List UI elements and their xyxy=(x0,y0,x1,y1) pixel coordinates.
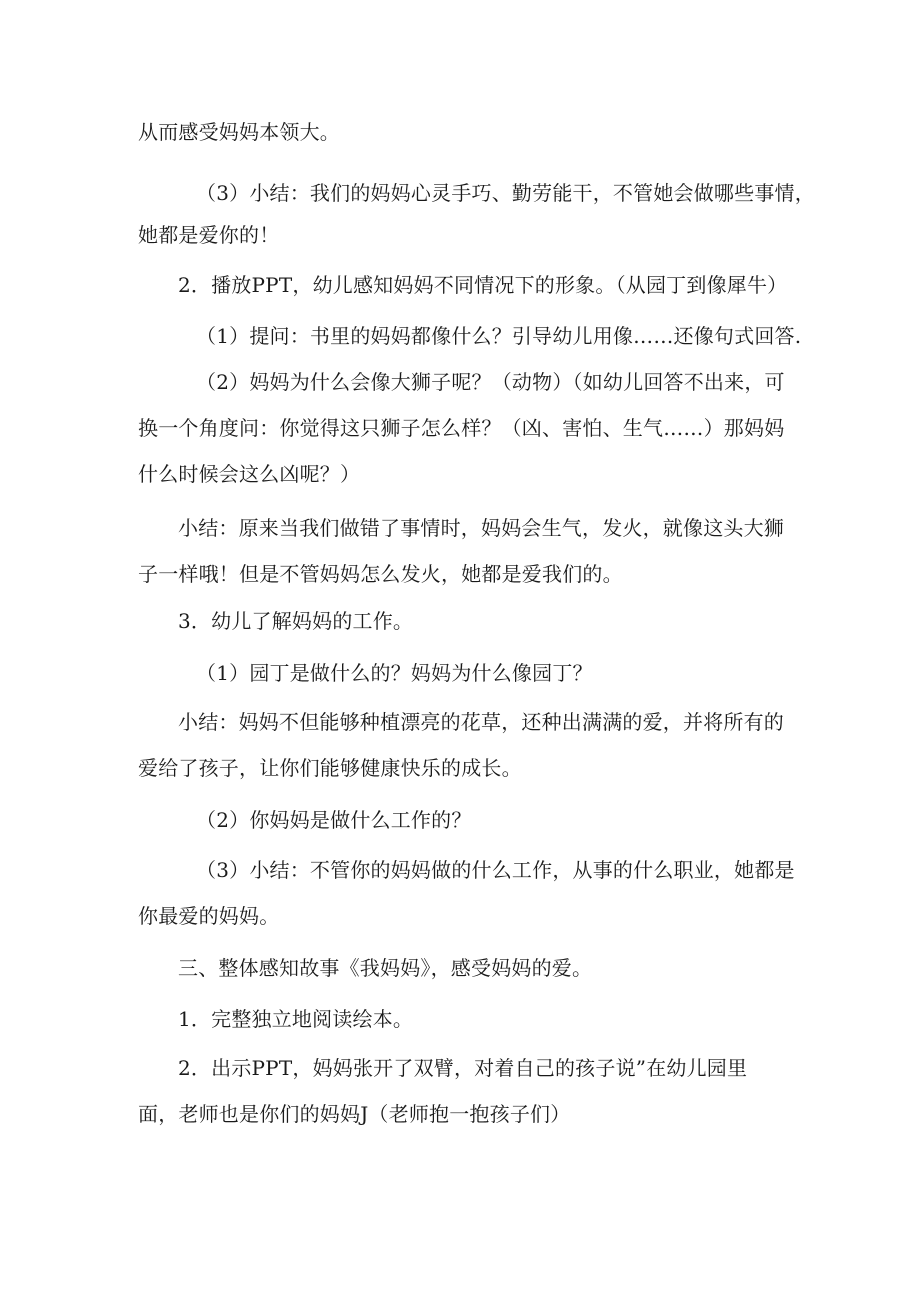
text-line: 她都是爱你的！ xyxy=(138,223,280,247)
text-line: （2）你妈妈是做什么工作的？ xyxy=(196,808,472,832)
text-line: 2．出示PPT，妈妈张开了双臂，对着自己的孩子说”在幼儿园里 xyxy=(178,1056,748,1080)
text-line: 从而感受妈妈本领大。 xyxy=(138,120,340,144)
text-line: （1）园丁是做什么的？妈妈为什么像园丁？ xyxy=(196,661,593,685)
text-line: 1．完整独立地阅读绘本。 xyxy=(178,1007,414,1031)
text-line: （1）提问：书里的妈妈都像什么？引导幼儿用像……还像句式回答. xyxy=(196,324,802,348)
text-line: （3）小结：不管你的妈妈做的什么工作，从事的什么职业，她都是 xyxy=(196,858,795,882)
text-line: 你最爱的妈妈。 xyxy=(138,904,280,928)
text-line: 3．幼儿了解妈妈的工作。 xyxy=(178,609,414,633)
text-line: （3）小结：我们的妈妈心灵手巧、勤劳能干，不管她会做哪些事情， xyxy=(196,181,815,205)
text-line: 面，老师也是你们的妈妈J（老师抱一抱孩子们） xyxy=(138,1102,571,1126)
text-line: 子一样哦！但是不管妈妈怎么发火，她都是爱我们的。 xyxy=(138,562,623,586)
text-line: 2．播放PPT，幼儿感知妈妈不同情况下的形象。（从园丁到像犀牛） xyxy=(178,273,788,297)
text-line: 小结：妈妈不但能够种植漂亮的花草，还种出满满的爱，并将所有的 xyxy=(178,710,784,734)
section-heading: 三、整体感知故事《我妈妈》，感受妈妈的爱。 xyxy=(178,956,593,980)
text-line: 小结：原来当我们做错了事情时，妈妈会生气，发火，就像这头大狮 xyxy=(178,516,784,540)
text-line: 换一个角度问：你觉得这只狮子怎么样？（凶、害怕、生气……）那妈妈 xyxy=(138,416,785,440)
text-line: （2）妈妈为什么会像大狮子呢？（动物）（如幼儿回答不出来，可 xyxy=(196,370,785,394)
text-line: 爱给了孩子，让你们能够健康快乐的成长。 xyxy=(138,756,522,780)
text-line: 什么时候会这么凶呢？） xyxy=(138,462,361,486)
